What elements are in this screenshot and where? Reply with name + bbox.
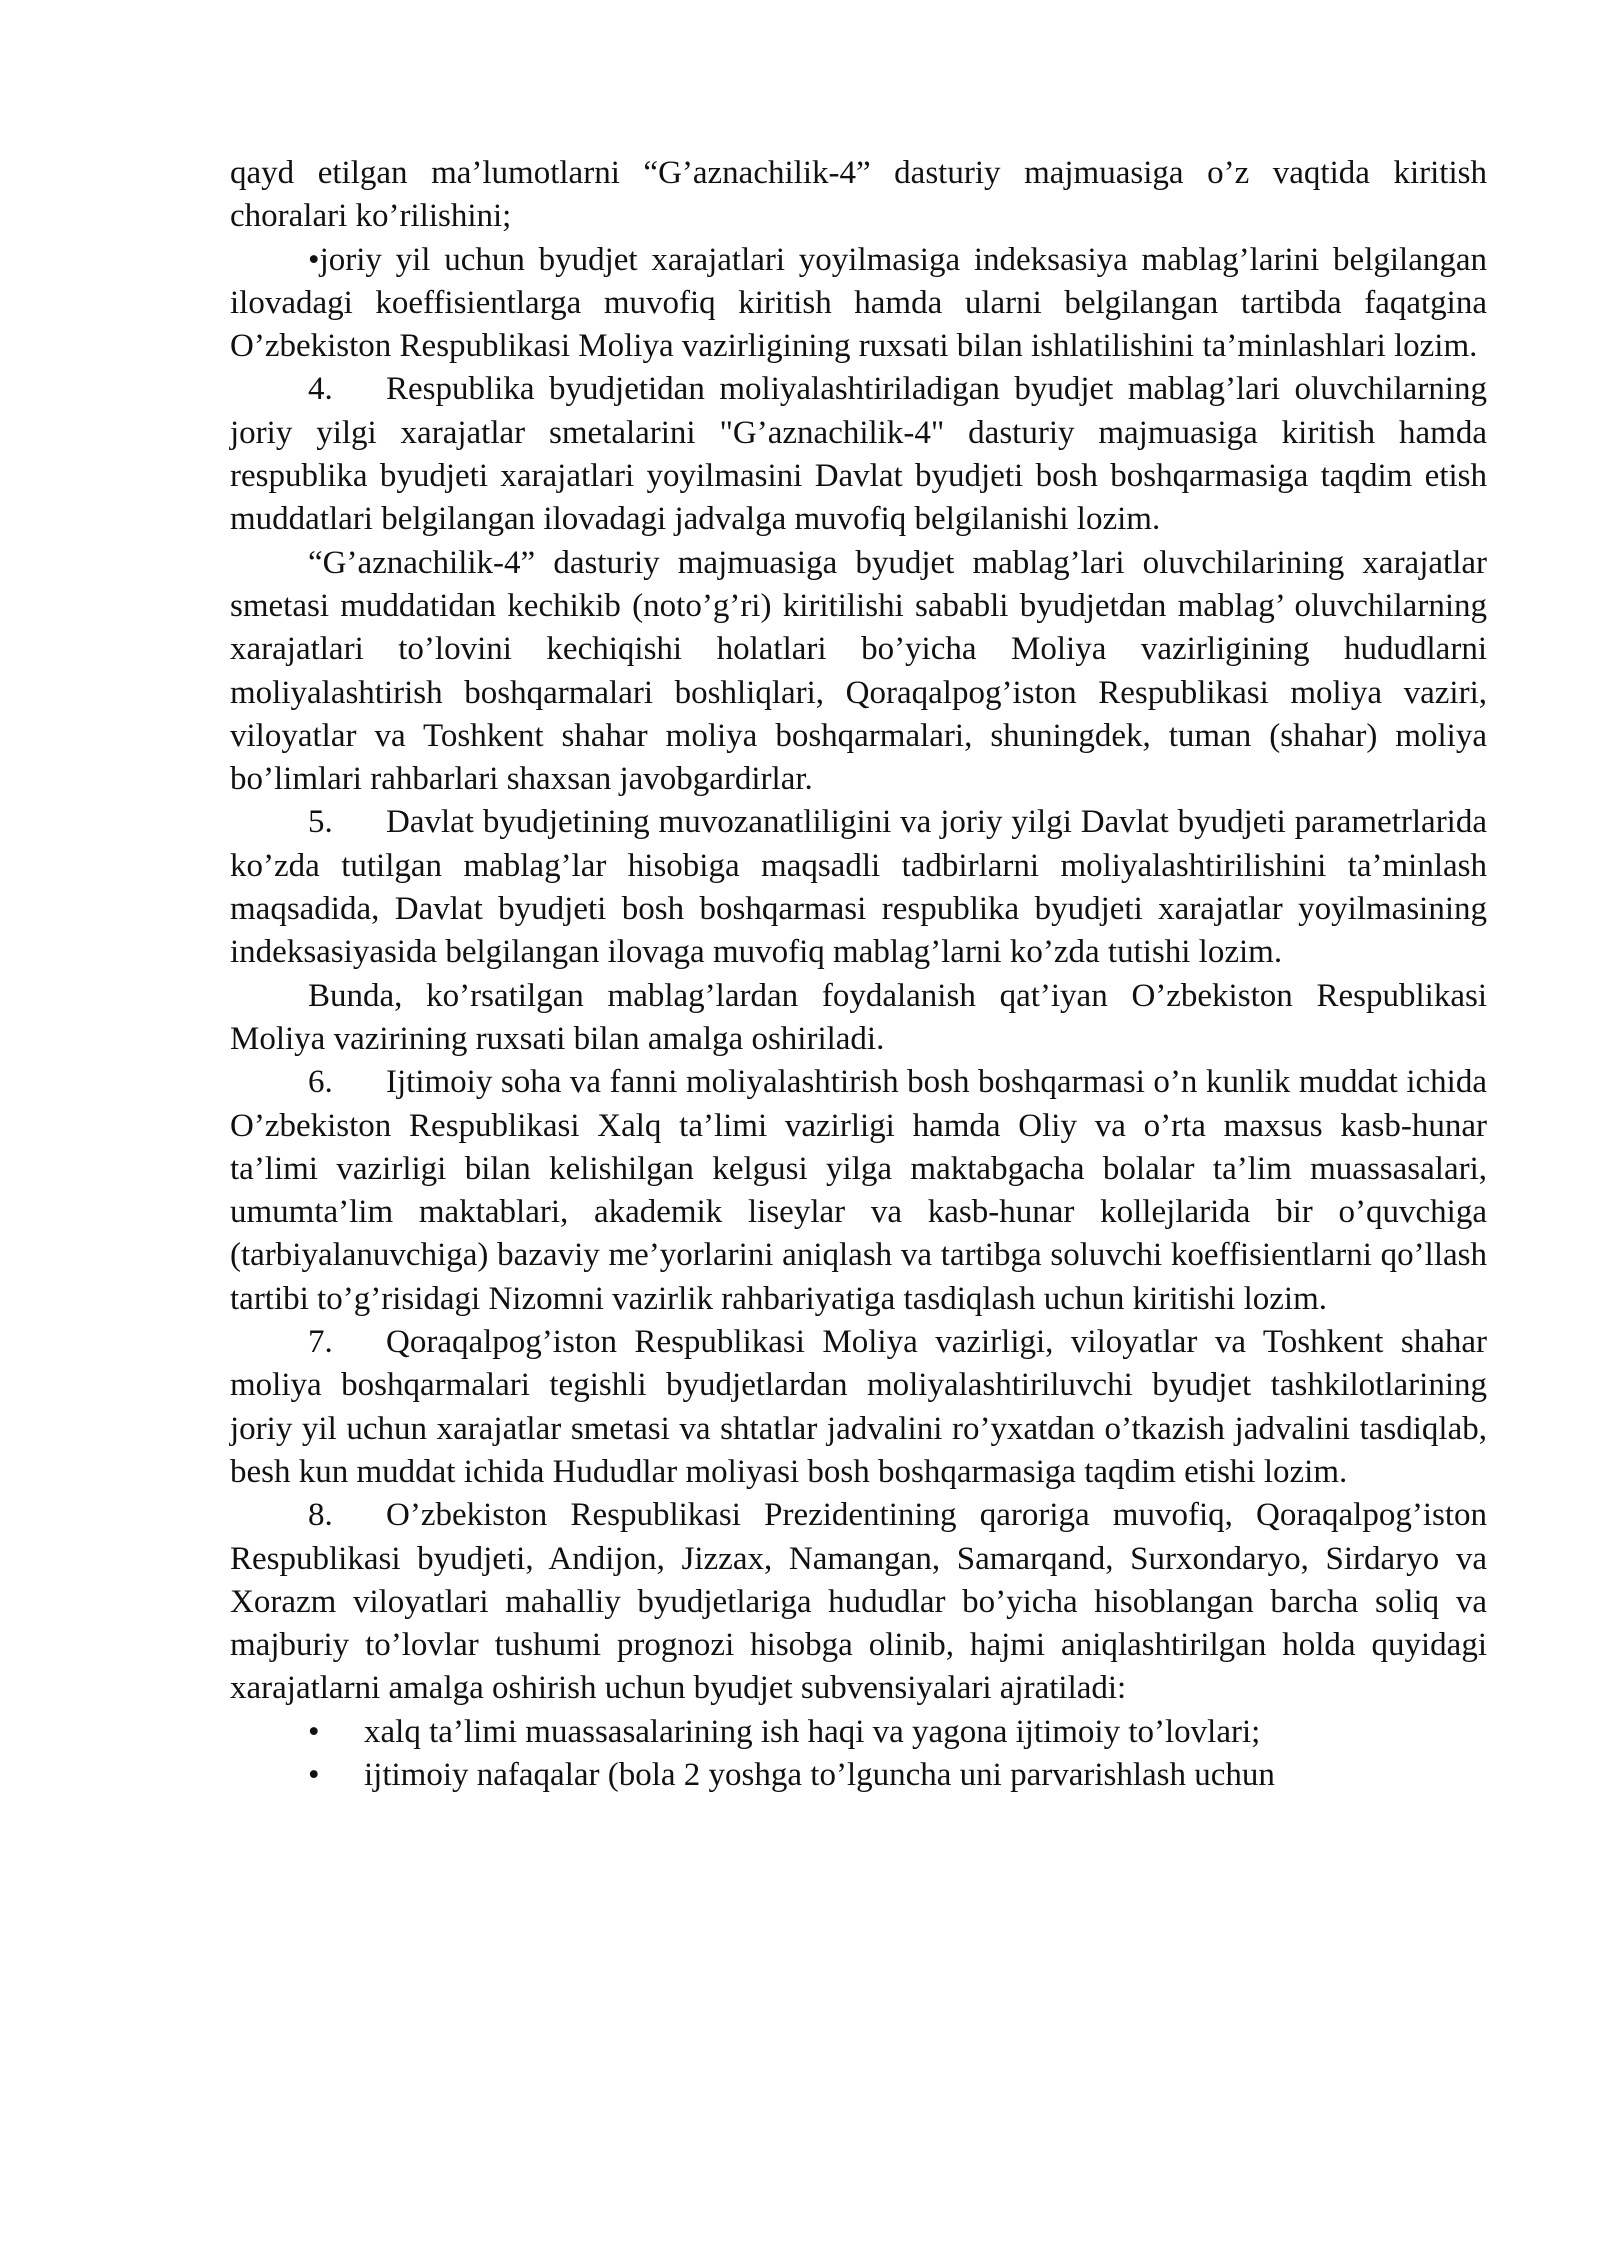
paragraph-item-6 <box>230 1061 1487 1321</box>
paragraph-item-5 <box>230 801 1487 974</box>
paragraph-text: Ijtimoiy soha va fanni moliyalashtirish bosh boshqarmasi o’n kunlik muddat ichida O’zbekiston Respublikasi Xalq ta’limi vazirligi hamda Oliy va o’rta maxsus kasb-hunar ta’limi vazirligi bilan kelishilgan kelgusi yilga maktabgacha bolalar ta’lim muassasalari, umumta’lim maktablari, akademik liseylar va kasb-hunar kollejlarida bir o’quvchiga (tarbiyalanuvchiga) bazaviy me’yorlarini aniqlash va tartibga soluvchi koeffisientlarni qo’llash tartibi to’g’risidagi Nizomni vazirlik rahbariyatiga tasdiqlash uchun kiritishi lozim. <box>230 1064 1487 1317</box>
paragraph-text: Respublika byudjetidan moliyalashtiriladigan byudjet mablag’lari oluvchilarning joriy yilgi xarajatlar smetalarini "G’aznachilik-4" dasturiy majmuasiga kiritish hamda respublika byudjeti xarajatlari yoyilmasini Davlat byudjeti bosh boshqarmasiga taqdim etish muddatlari belgilangan ilovadagi jadvalga muvofiq belgilanishi lozim. <box>230 371 1487 538</box>
document-page <box>230 152 1487 1797</box>
paragraph-text: joriy yil uchun byudjet xarajatlari yoyilmasiga indeksasiya mablag’larini belgilangan ilovadagi koeffisientlarga muvofiq kiritish hamda ularni belgilangan tartibda faqatgina O’zbekiston Respublikasi Moliya vazirligining ruxsati bilan ishlatilishini ta’minlashlari lozim. <box>230 241 1487 365</box>
item-number: 7. <box>308 1324 333 1361</box>
item-number: 6. <box>308 1064 333 1101</box>
bullet-glyph: • <box>308 241 320 278</box>
item-number: 8. <box>308 1497 333 1534</box>
subvention-list <box>230 1711 1487 1798</box>
item-number: 5. <box>308 804 333 841</box>
list-item <box>230 1711 1487 1754</box>
paragraph-item-7 <box>230 1321 1487 1494</box>
paragraph-continuation: qayd etilgan ma’lumotlarni “G’aznachilik-4” dasturiy majmuasiga o’z vaqtida kiritish choralari ko’rilishini; <box>230 155 1487 235</box>
list-item-text: xalq ta’limi muassasalarining ish haqi va yagona ijtimoiy to’lovlari; <box>364 1713 1261 1750</box>
paragraph-text: Davlat byudjetining muvozanatliligini va joriy yilgi Davlat byudjeti parametrlarida ko’zda tutilgan mablag’lar hisobiga maqsadli tadbirlarni moliyalashtirilishini ta’minlash maqsadida, Davlat byudjeti bosh boshqarmasi respublika byudjeti xarajatlar yoyilmasining indeksasiyasida belgilangan ilovaga muvofiq mablag’larni ko’zda tutishi lozim. <box>230 804 1487 971</box>
bullet-glyph: • <box>308 1756 320 1793</box>
paragraph-text: Qoraqalpog’iston Respublikasi Moliya vazirligi, viloyatlar va Toshkent shahar moliya boshqarmalari tegishli byudjetlardan moliyalashtiriluvchi byudjet tashkilotlarining joriy yil uchun xarajatlar smetasi va shtatlar jadvalini ro’yxatdan o’tkazish jadvalini tasdiqlab, besh kun muddat ichida Hududlar moliyasi bosh boshqarmasiga taqdim etishi lozim. <box>230 1324 1487 1490</box>
paragraph-text: O’zbekiston Respublikasi Prezidentining qaroriga muvofiq, Qoraqalpog’iston Respublikasi byudjeti, Andijon, Jizzax, Namangan, Samarqand, Surxondaryo, Sirdaryo va Xorazm viloyatlari mahalliy byudjetlariga hududlar bo’yicha hisoblangan barcha soliq va majburiy to’lovlar tushumi prognozi hisobga olinib, hajmi aniqlashtirilgan holda quyidagi xarajatlarni amalga oshirish uchun byudjet subvensiyalari ajratiladi: <box>230 1497 1487 1707</box>
paragraph-funds-usage: Bunda, ko’rsatilgan mablag’lardan foydalanish qat’iyan O’zbekiston Respublikasi Moliya vazirining ruxsati bilan amalga oshiriladi. <box>230 977 1487 1057</box>
item-number: 4. <box>308 371 333 408</box>
paragraph-item-8 <box>230 1494 1487 1710</box>
list-item-text: ijtimoiy nafaqalar (bola 2 yoshga to’lguncha uni parvarishlash uchun <box>364 1756 1275 1793</box>
list-item <box>230 1754 1487 1797</box>
bullet-glyph: • <box>308 1713 320 1750</box>
paragraph-gaznachilik-responsibility: “G’aznachilik-4” dasturiy majmuasiga byudjet mablag’lari oluvchilarining xarajatlar smetasi muddatidan kechikib (noto’g’ri) kiritilishi sababli byudjetdan mablag’ oluvchilarning xarajatlari to’lovini kechiqishi holatlari bo’yicha Moliya vazirligining hududlarni moliyalashtirish boshqarmalari boshliqlari, Qoraqalpog’iston Respublikasi moliya vaziri, viloyatlar va Toshkent shahar moliya boshqarmalari, shuningdek, tuman (shahar) moliya bo’limlari rahbarlari shaxsan javobgardirlar. <box>230 544 1487 798</box>
paragraph-bullet-indexation <box>230 239 1487 369</box>
paragraph-item-4 <box>230 368 1487 541</box>
